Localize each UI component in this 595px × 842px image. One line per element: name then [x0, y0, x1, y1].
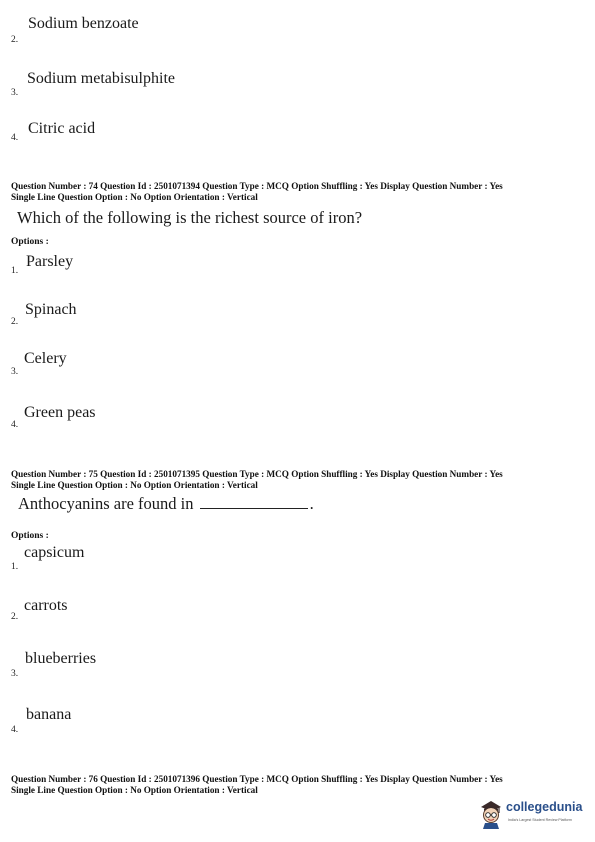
- question-meta: [11, 181, 503, 202]
- option-text: Sodium metabisulphite: [27, 70, 175, 87]
- option-text: Celery: [24, 350, 67, 367]
- question-meta-line: Question Number : 75 Question Id : 2501071395 Question Type : MCQ Option Shuffling : Yes Display Question Number : Yes: [11, 469, 503, 479]
- option-number: 1.: [11, 562, 19, 572]
- option-number: 3.: [11, 367, 19, 377]
- question-meta: [11, 469, 503, 490]
- options-label: Options :: [11, 531, 49, 541]
- option-text: blueberries: [25, 650, 97, 667]
- option-text: Green peas: [24, 404, 96, 421]
- option-number: 4.: [11, 725, 19, 735]
- option-number: 4.: [11, 420, 19, 430]
- option-text: Citric acid: [28, 120, 96, 137]
- option-text: Parsley: [26, 253, 74, 270]
- option-number: 2.: [11, 612, 19, 622]
- question-meta-line: Single Line Question Option : No Option Orientation : Vertical: [11, 191, 258, 202]
- option-text: banana: [26, 706, 72, 723]
- logo-tagline: India's Largest Student Review Platform: [508, 818, 572, 822]
- question-text-suffix: .: [309, 494, 314, 513]
- option-number: 4.: [11, 133, 19, 143]
- option-number: 3.: [11, 669, 19, 679]
- question-meta-line: Question Number : 74 Question Id : 2501071394 Question Type : MCQ Option Shuffling : Yes Display Question Number : Yes: [11, 181, 503, 191]
- question-meta-line: Single Line Question Option : No Option Orientation : Vertical: [11, 479, 258, 490]
- option-number: 1.: [11, 266, 19, 276]
- option-number: 2.: [11, 317, 19, 327]
- question-meta: [11, 774, 503, 795]
- option-text: carrots: [24, 597, 68, 614]
- question-meta-line: Single Line Question Option : No Option Orientation : Vertical: [11, 784, 258, 795]
- collegedunia-logo: [478, 798, 590, 832]
- answer-blank: [200, 507, 308, 509]
- option-text: capsicum: [24, 544, 85, 561]
- option-text: Sodium benzoate: [28, 15, 139, 32]
- option-text: Spinach: [25, 301, 77, 318]
- option-number: 2.: [11, 35, 19, 45]
- option-number: 3.: [11, 88, 19, 98]
- logo-wordmark: collegedunia: [506, 800, 583, 814]
- question-text: Anthocyanins are found in: [18, 494, 194, 513]
- question-text: Which of the following is the richest source of iron?: [17, 208, 363, 227]
- question-text-row: [18, 494, 314, 514]
- options-label: Options :: [11, 237, 49, 247]
- question-meta-line: Question Number : 76 Question Id : 2501071396 Question Type : MCQ Option Shuffling : Yes Display Question Number : Yes: [11, 774, 503, 784]
- mascot-icon: [478, 798, 504, 830]
